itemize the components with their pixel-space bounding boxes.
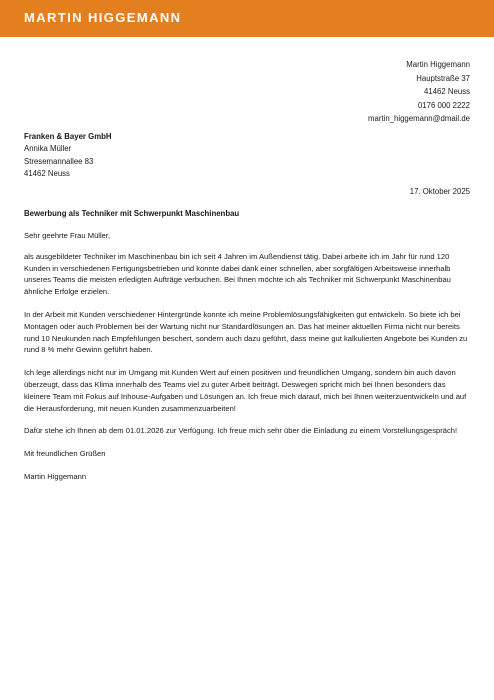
letter-body (24, 230, 468, 494)
sender-email: martin_higgemann@dmail.de (368, 114, 470, 123)
sender-phone: 0176 000 2222 (417, 100, 470, 110)
recipient-city: 41462 Neuss (24, 168, 70, 178)
body-paragraph: In der Arbeit mit Kunden verschiedener Hintergründe konnte ich meine Problemlösungsfähigkeiten gut entwickeln. So biete ich bei Montagen oder auch Problemen bei der Wartung nicht nur Standardlösungen an. Das hat meiner aktuellen Firma nicht nur bereits rund 10 Neukunden nach Empfehlungen beschert, sondern auch dazu geführt, dass meine gut kalkulierten Angebote bei Kunden zu rund 8 % mehr Gewinn geführt haben. (24, 309, 468, 355)
salutation: Sehr geehrte Frau Müller, (24, 231, 111, 240)
sender-name: Martin Higgemann (406, 60, 470, 69)
sender-street: Hauptstraße 37 (416, 73, 470, 83)
header-bar (0, 0, 494, 37)
header-name: MARTIN HIGGEMANN (24, 10, 182, 25)
sender-address-block (368, 58, 470, 126)
body-paragraph: Dafür stehe ich Ihnen ab dem 01.01.2026 zur Verfügung. Ich freue mich sehr über die Einladung zu einem Vorstellungsgespräch! (24, 426, 458, 436)
sender-city: 41462 Neuss (424, 87, 470, 96)
recipient-address-block (24, 131, 112, 180)
closing: Mit freundlichen Grüßen (24, 449, 106, 459)
letter-date: 17. Oktober 2025 (409, 187, 470, 196)
letter-subject: Bewerbung als Techniker mit Schwerpunkt Maschinenbau (24, 209, 240, 218)
body-paragraph: als ausgebildeter Techniker im Maschinenbau bin ich seit 4 Jahren im Außendienst tätig. Dabei arbeite ich im Jahr für rund 120 Kunden in verschiedenen Fertigungsbetrieben und konnte dabei dank einer schnellen, aber sorgfältigen Arbeitsweise innerhalb unseres Teams die meisten erledigten Aufträge verbuchen. Bei Ihnen möchte ich als Techniker mit Schwerpunkt Maschinenbau ähnliche Erfolge erzielen. (24, 251, 451, 297)
signature-name: Martin Higgemann (24, 471, 87, 481)
recipient-company: Franken & Bayer GmbH (24, 132, 112, 141)
recipient-contact: Annika Müller (24, 144, 72, 154)
body-paragraph: Ich lege allerdings nicht nur im Umgang mit Kunden Wert auf einen positiven und freundlichen Umgang, sondern bin auch davon überzeugt, dass das Klima innerhalb des Teams viel zu guter Arbeit beiträgt. Deswegen spricht mich bei Ihnen besonders das kleinere Team mit Fokus auf Inhouse-Aufgaben und Lösungen an. Ich freue mich darauf, mich bei Ihnen weiterzuentwickeln und auf die Herausforderung, mit neuen Kunden zusammenzuarbeiten! (24, 368, 467, 413)
recipient-street: Stresemannallee 83 (24, 156, 94, 166)
